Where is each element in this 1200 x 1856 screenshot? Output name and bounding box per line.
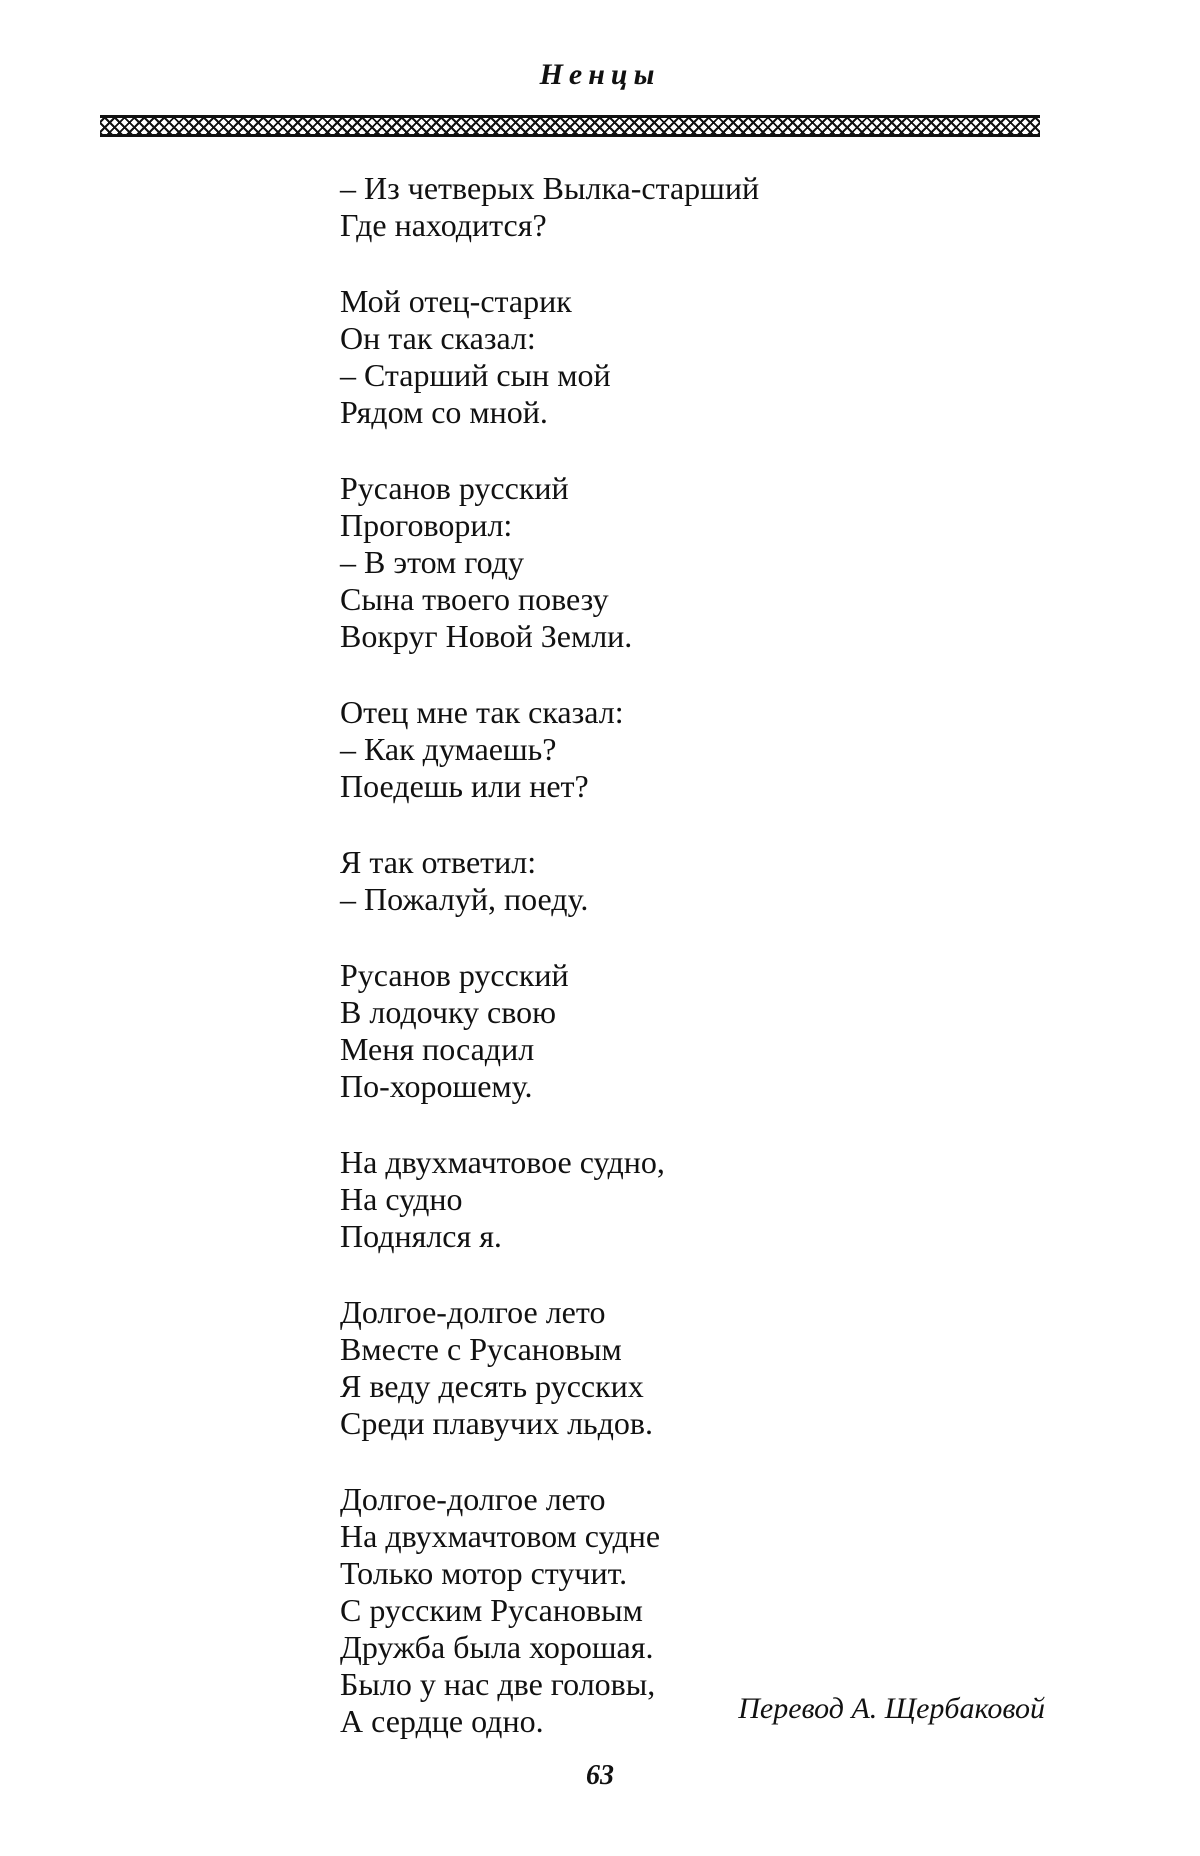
poem-line: – Как думаешь? (340, 731, 557, 767)
poem-line: На двухмачтовое судно, (340, 1144, 665, 1180)
poem-line: Я веду десять русских (340, 1368, 644, 1404)
poem-line: – Пожалуй, поеду. (340, 881, 589, 917)
poem-line: А сердце одно. (340, 1703, 544, 1739)
stanza (340, 1144, 1060, 1255)
poem-line: Среди плавучих льдов. (340, 1405, 654, 1441)
poem-line: Мой отец-старик (340, 283, 572, 319)
poem-line: Я так ответил: (340, 844, 537, 880)
poem-line: В лодочку свою (340, 994, 557, 1030)
poem-line: Поедешь или нет? (340, 768, 589, 804)
poem-line: Рядом со мной. (340, 394, 548, 430)
poem-line: Долгое-долгое лето (340, 1481, 606, 1517)
poem-line: Меня посадил (340, 1031, 535, 1067)
poem-line: Вокруг Новой Земли. (340, 618, 633, 654)
stanza (340, 170, 1060, 244)
poem-line: Русанов русский (340, 957, 569, 993)
poem-line: На двухмачтовом судне (340, 1518, 661, 1554)
poem (340, 170, 1060, 1740)
poem-line: Отец мне так сказал: (340, 694, 624, 730)
page-number: 63 (586, 1760, 614, 1791)
poem-line: Поднялся я. (340, 1218, 502, 1254)
poem-line: По-хорошему. (340, 1068, 533, 1104)
poem-line: – В этом году (340, 544, 524, 580)
poem-line: Было у нас две головы, (340, 1666, 656, 1702)
stanza (340, 470, 1060, 655)
poem-line: Вместе с Русановым (340, 1331, 622, 1367)
poem-line: Долгое-долгое лето (340, 1294, 606, 1330)
running-title: Ненцы (539, 58, 661, 91)
translation-credit: Перевод А. Щербаковой (738, 1692, 1045, 1725)
stanza (340, 694, 1060, 805)
stanza (340, 957, 1060, 1105)
poem-line: Сына твоего повезу (340, 581, 609, 617)
stanza (340, 283, 1060, 431)
poem-line: Русанов русский (340, 470, 569, 506)
poem-line: – Старший сын мой (340, 357, 611, 393)
poem-line: Только мотор стучит. (340, 1555, 628, 1591)
poem-line: Он так сказал: (340, 320, 536, 356)
stanza (340, 844, 1060, 918)
poem-line: Дружба была хорошая. (340, 1629, 654, 1665)
poem-line: На судно (340, 1181, 463, 1217)
stanza (340, 1294, 1060, 1442)
ornamental-rule (100, 115, 1040, 137)
poem-line: Проговорил: (340, 507, 513, 543)
poem-line: – Из четверых Вылка-старший (340, 170, 760, 206)
poem-line: С русским Русановым (340, 1592, 643, 1628)
poem-line: Где находится? (340, 207, 547, 243)
